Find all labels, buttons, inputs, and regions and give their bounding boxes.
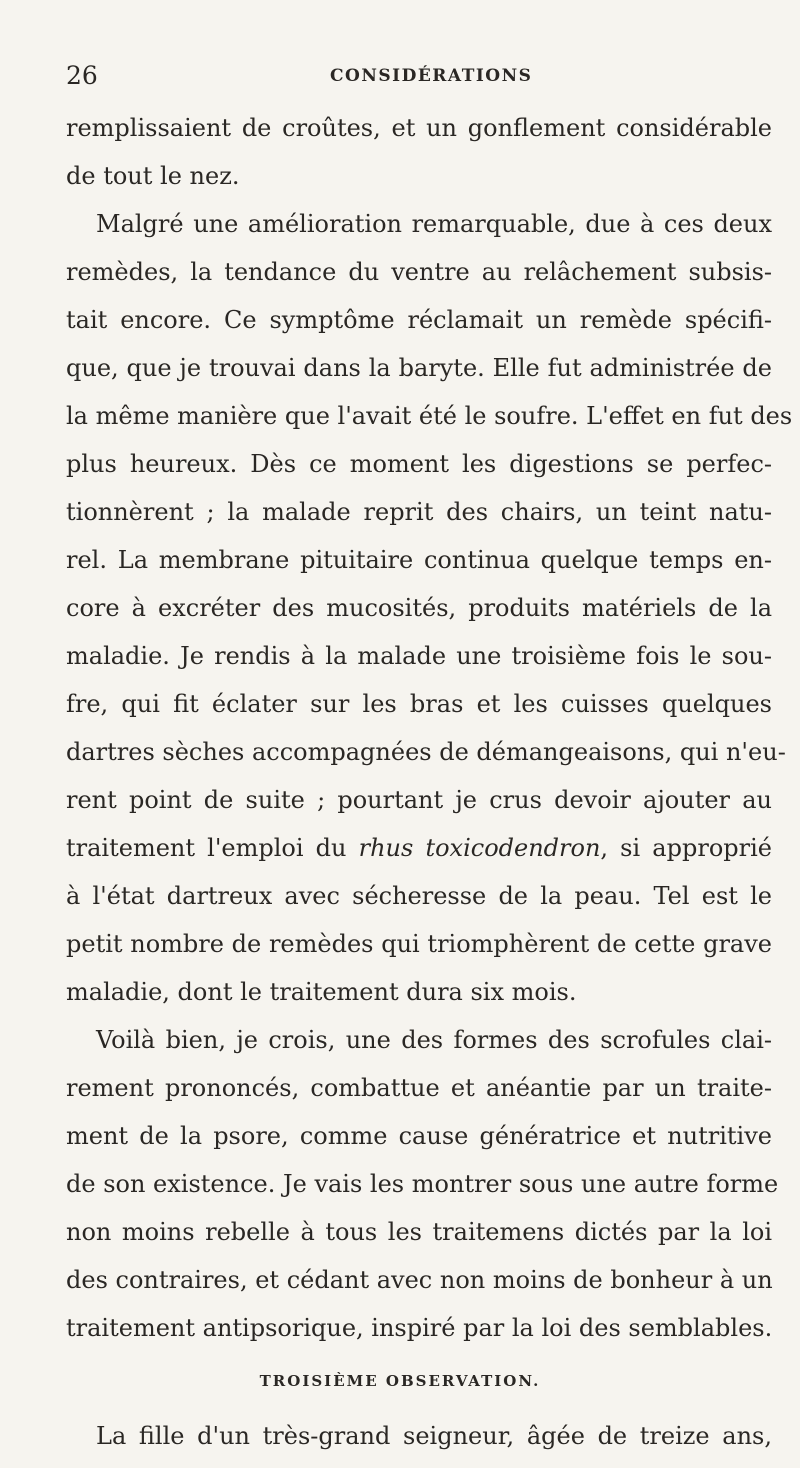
text-line: tait encore. Ce symptôme réclamait un remède spécifi- xyxy=(66,306,772,334)
text-line: à l'état dartreux avec sécheresse de la peau. Tel est le xyxy=(66,882,772,910)
running-head xyxy=(66,56,776,96)
running-title: CONSIDÉRATIONS xyxy=(330,66,533,86)
text-line: traitement antipsorique, inspiré par la loi des semblables. xyxy=(66,1314,773,1342)
text-line: Malgré une amélioration remarquable, due à ces deux xyxy=(96,210,772,238)
text-line: non moins rebelle à tous les traitemens dictés par la loi xyxy=(66,1218,772,1246)
text-line: core à excréter des mucosités, produits matériels de la xyxy=(66,594,772,622)
text-line: maladie. Je rendis à la malade une troisième fois le sou- xyxy=(66,642,772,670)
text-line: Voilà bien, je crois, une des formes des scrofules clai- xyxy=(96,1026,772,1054)
section-heading: TROISIÈME OBSERVATION. xyxy=(259,1372,541,1390)
text-line: des contraires, et cédant avec non moins de bonheur à un xyxy=(66,1266,773,1294)
text-line: La fille d'un très-grand seigneur, âgée de treize ans, xyxy=(96,1422,772,1450)
text-segment: traitement l'emploi du xyxy=(66,834,359,862)
text-line: fre, qui fit éclater sur les bras et les cuisses quelques xyxy=(66,690,772,718)
text-line: que, que je trouvai dans la baryte. Elle fut administrée de xyxy=(66,354,772,382)
text-line: remplissaient de croûtes, et un gonflement considérable xyxy=(66,114,772,142)
text-line: dartres sèches accompagnées de démangeaisons, qui n'eu- xyxy=(66,738,786,766)
text-line: plus heureux. Dès ce moment les digestions se perfec- xyxy=(66,450,772,478)
text-line: ment de la psore, comme cause génératrice et nutritive xyxy=(66,1122,772,1150)
text-line: la même manière que l'avait été le soufre. L'effet en fut des xyxy=(66,402,793,430)
italic-plant-name: rhus toxicodendron xyxy=(358,834,601,862)
text-line xyxy=(66,824,772,872)
text-line: rent point de suite ; pourtant je crus devoir ajouter au xyxy=(66,786,772,814)
text-line: rel. La membrane pituitaire continua quelque temps en- xyxy=(66,546,772,574)
text-line: rement prononcés, combattue et anéantie par un traite- xyxy=(66,1074,772,1102)
text-segment: , si approprié xyxy=(600,834,772,862)
text-line: de son existence. Je vais les montrer sous une autre forme xyxy=(66,1170,779,1198)
text-line: de tout le nez. xyxy=(66,162,240,190)
text-line: petit nombre de remèdes qui triomphèrent de cette grave xyxy=(66,930,772,958)
text-line: remèdes, la tendance du ventre au relâchement subsis- xyxy=(66,258,772,286)
page-number: 26 xyxy=(66,61,98,90)
text-line: tionnèrent ; la malade reprit des chairs, un teint natu- xyxy=(66,498,772,526)
text-line: maladie, dont le traitement dura six mois. xyxy=(66,978,577,1006)
